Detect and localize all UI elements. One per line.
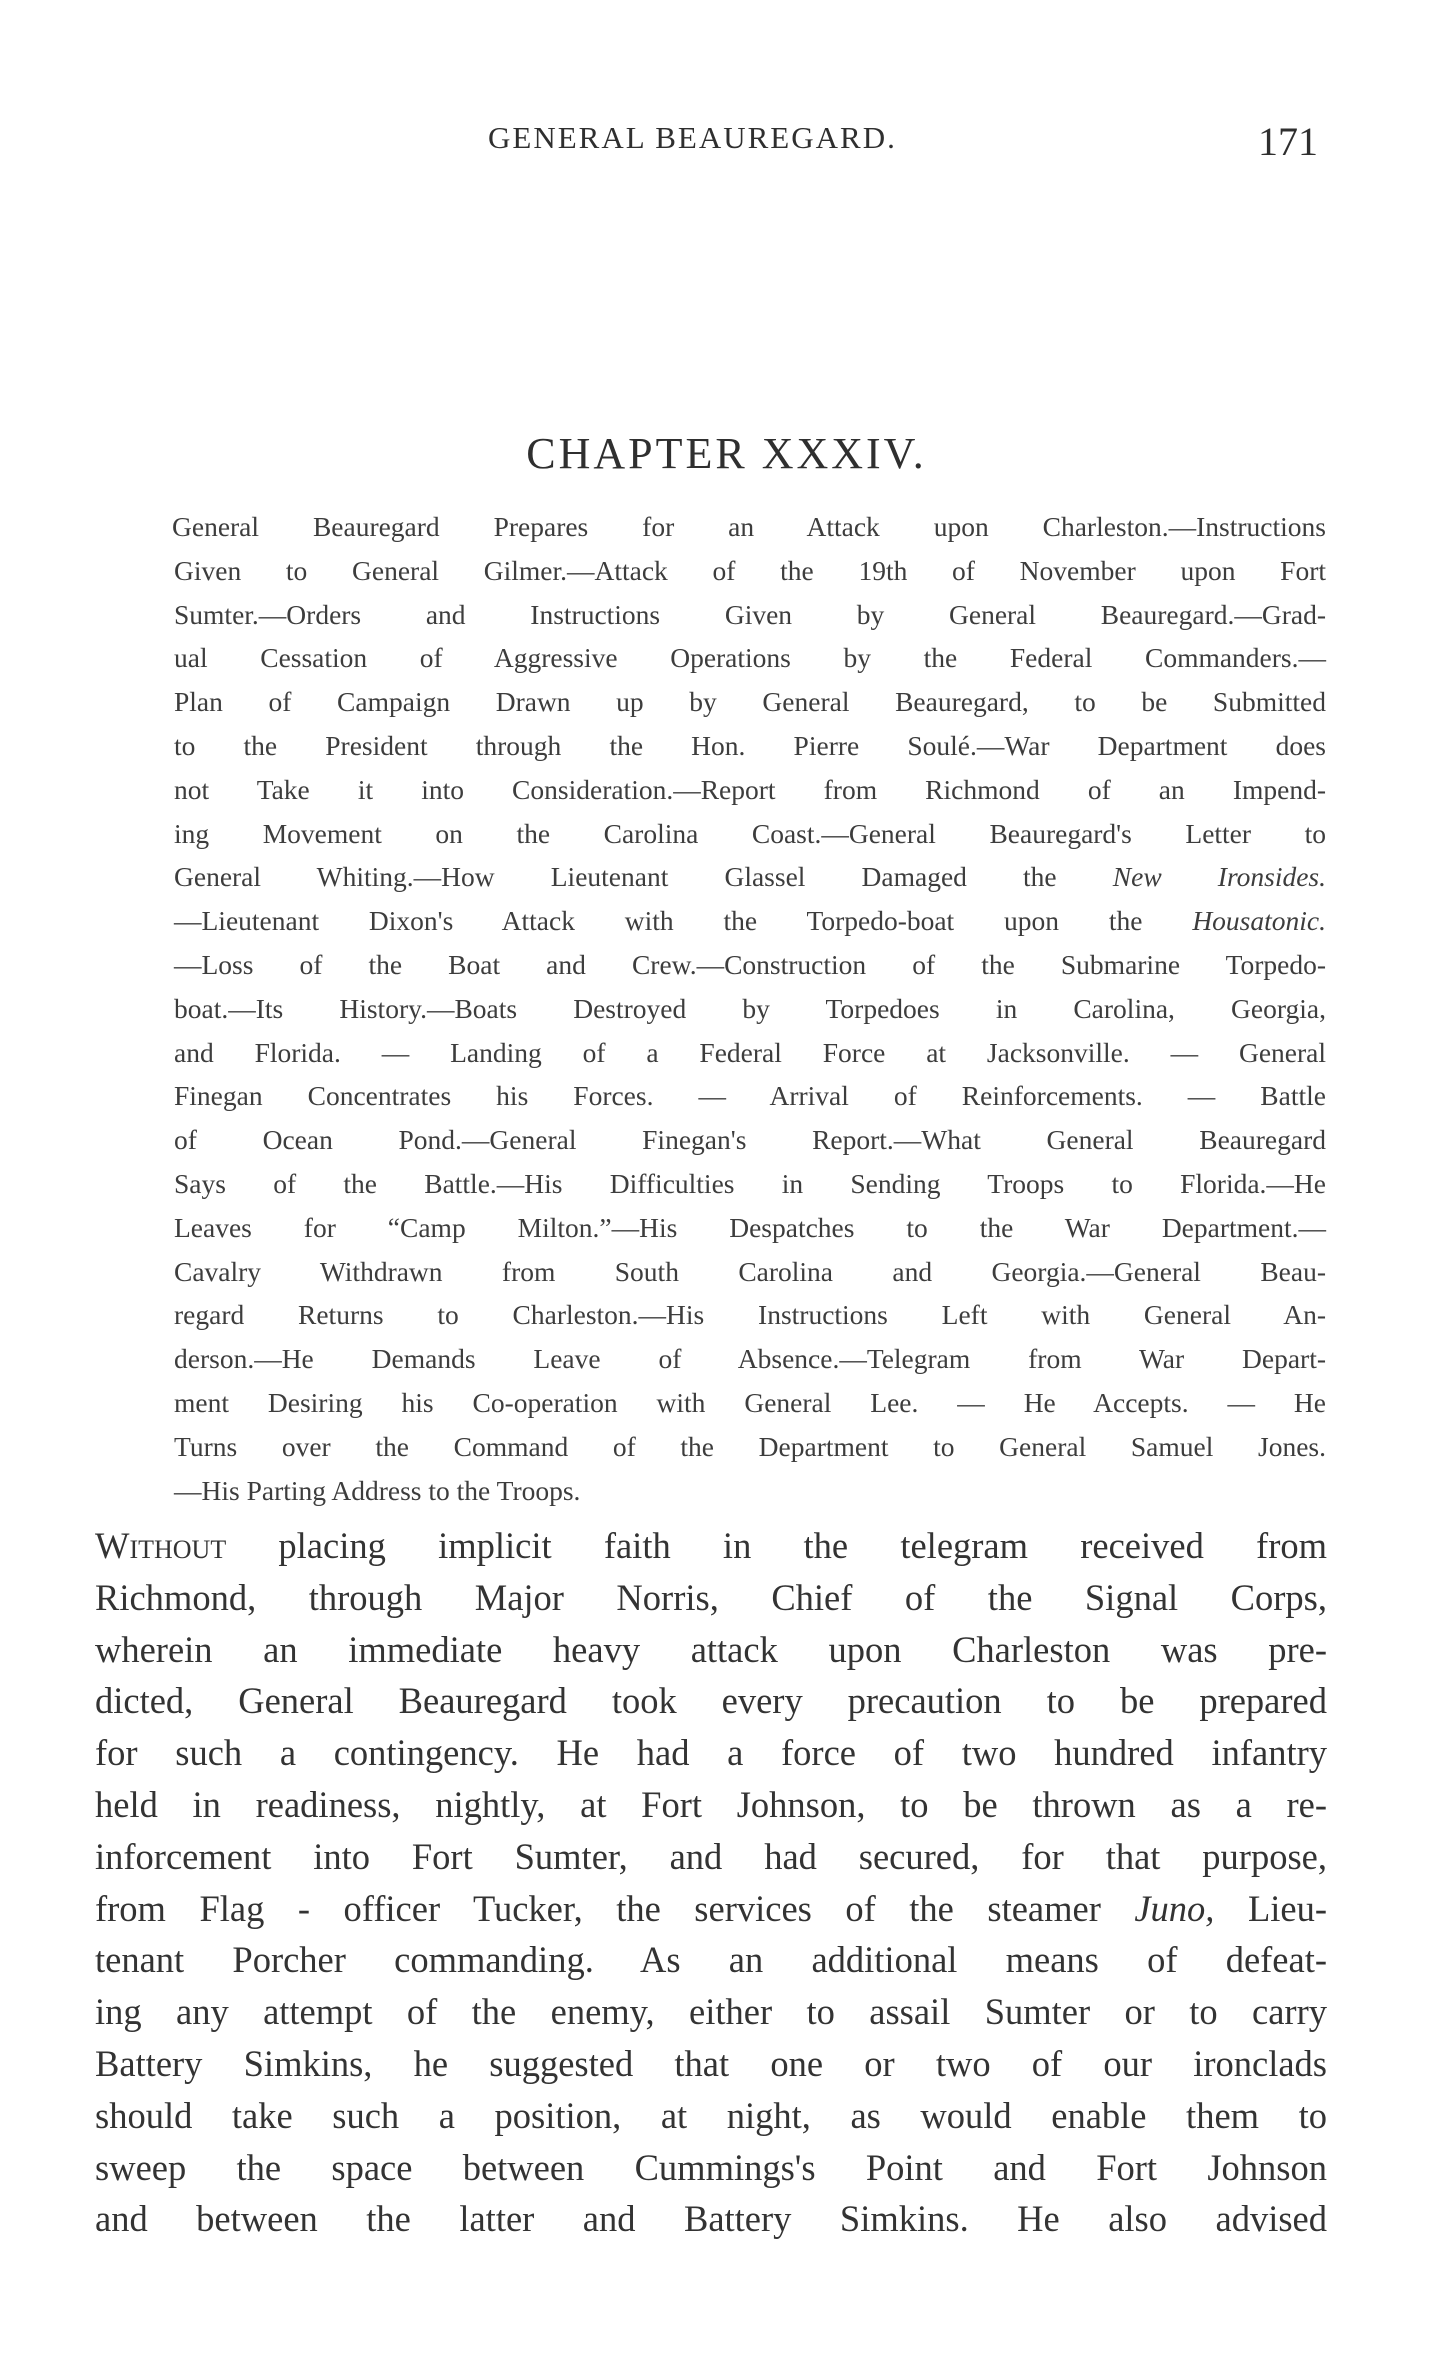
synopsis-line: Finegan Concentrates his Forces. — Arrival of Reinforcements. — Battle <box>174 1080 1326 1112</box>
page-number: 171 <box>1258 119 1318 164</box>
ship-name-italic: Housatonic. <box>1192 905 1326 937</box>
body-line: inforcement into Fort Sumter, and had secured, for that purpose, <box>95 1835 1327 1877</box>
synopsis-line <box>174 899 1326 943</box>
synopsis-line: derson.—He Demands Leave of Absence.—Telegram from War Depart- <box>174 1343 1326 1375</box>
synopsis-line: regard Returns to Charleston.—His Instructions Left with General An- <box>174 1299 1326 1331</box>
body-line: dicted, General Beauregard took every precaution to be prepared <box>95 1680 1327 1722</box>
chapter-synopsis <box>174 505 1326 1512</box>
body-text: Lieu- <box>1214 1887 1327 1929</box>
body-line: ing any attempt of the enemy, either to assail Sumter or to carry <box>95 1991 1327 2033</box>
synopsis-line: ing Movement on the Carolina Coast.—General Beauregard's Letter to <box>174 817 1326 849</box>
body-line <box>95 1883 1327 1935</box>
body-line <box>95 1520 1327 1572</box>
synopsis-line: —His Parting Address to the Troops. <box>174 1474 581 1506</box>
synopsis-line: General Beauregard Prepares for an Attack upon Charleston.—Instructions <box>172 511 1326 542</box>
synopsis-text: —Lieutenant Dixon's Attack with the Torpedo-boat upon the <box>174 905 1193 937</box>
synopsis-line: boat.—Its History.—Boats Destroyed by Torpedoes in Carolina, Georgia, <box>174 992 1326 1024</box>
synopsis-text: General Whiting.—How Lieutenant Glassel Damaged the <box>174 861 1113 893</box>
synopsis-line: Sumter.—Orders and Instructions Given by General Beauregard.—Grad- <box>174 598 1326 630</box>
body-text: placing implicit faith in the telegram received from <box>226 1525 1327 1566</box>
synopsis-line: —Loss of the Boat and Crew.—Construction of the Submarine Torpedo- <box>174 948 1326 980</box>
body-line: for such a contingency. He had a force of two hundred infantry <box>95 1732 1327 1774</box>
synopsis-line: Says of the Battle.—His Difficulties in Sending Troops to Florida.—He <box>174 1167 1326 1199</box>
chapter-heading: CHAPTER XXXIV. <box>526 429 927 478</box>
synopsis-line: ual Cessation of Aggressive Operations by the Federal Commanders.— <box>174 642 1326 674</box>
synopsis-line: and Florida. — Landing of a Federal Force at Jacksonville. — General <box>174 1036 1326 1068</box>
body-line: held in readiness, nightly, at Fort Johnson, to be thrown as a re- <box>95 1783 1327 1825</box>
synopsis-line: ment Desiring his Co-operation with General Lee. — He Accepts. — He <box>174 1386 1326 1418</box>
ship-name-italic: Juno, <box>1134 1887 1215 1929</box>
synopsis-line: to the President through the Hon. Pierre Soulé.—War Department does <box>174 729 1326 761</box>
synopsis-line: of Ocean Pond.—General Finegan's Report.—What General Beauregard <box>174 1124 1326 1156</box>
opening-small-caps: Without <box>95 1525 227 1566</box>
ship-name-italic: New Ironsides. <box>1112 861 1326 893</box>
synopsis-line: Plan of Campaign Drawn up by General Beauregard, to be Submitted <box>174 686 1326 718</box>
synopsis-line: Leaves for “Camp Milton.”—His Despatches to the War Department.— <box>174 1211 1326 1243</box>
synopsis-line: Cavalry Withdrawn from South Carolina and Georgia.—General Beau- <box>174 1255 1326 1287</box>
body-line: Battery Simkins, he suggested that one or two of our ironclads <box>95 2042 1327 2084</box>
body-paragraph <box>95 1520 1327 2245</box>
synopsis-line: not Take it into Consideration.—Report from Richmond of an Impend- <box>174 773 1326 805</box>
body-line: should take such a position, at night, as would enable them to <box>95 2094 1327 2136</box>
body-line: tenant Porcher commanding. As an additional means of defeat- <box>95 1939 1327 1981</box>
body-line: Richmond, through Major Norris, Chief of the Signal Corps, <box>95 1576 1327 1618</box>
synopsis-line: Turns over the Command of the Department to General Samuel Jones. <box>174 1430 1326 1462</box>
body-line: wherein an immediate heavy attack upon Charleston was pre- <box>95 1628 1327 1670</box>
body-line: and between the latter and Battery Simkins. He also advised <box>95 2198 1327 2240</box>
synopsis-line <box>174 855 1326 899</box>
running-title: GENERAL BEAUREGARD. <box>488 120 897 155</box>
synopsis-line: Given to General Gilmer.—Attack of the 19th of November upon Fort <box>174 554 1326 586</box>
running-head <box>0 118 1453 178</box>
body-text: from Flag - officer Tucker, the services of the steamer <box>95 1887 1135 1929</box>
body-line: sweep the space between Cummings's Point and Fort Johnson <box>95 2146 1327 2188</box>
